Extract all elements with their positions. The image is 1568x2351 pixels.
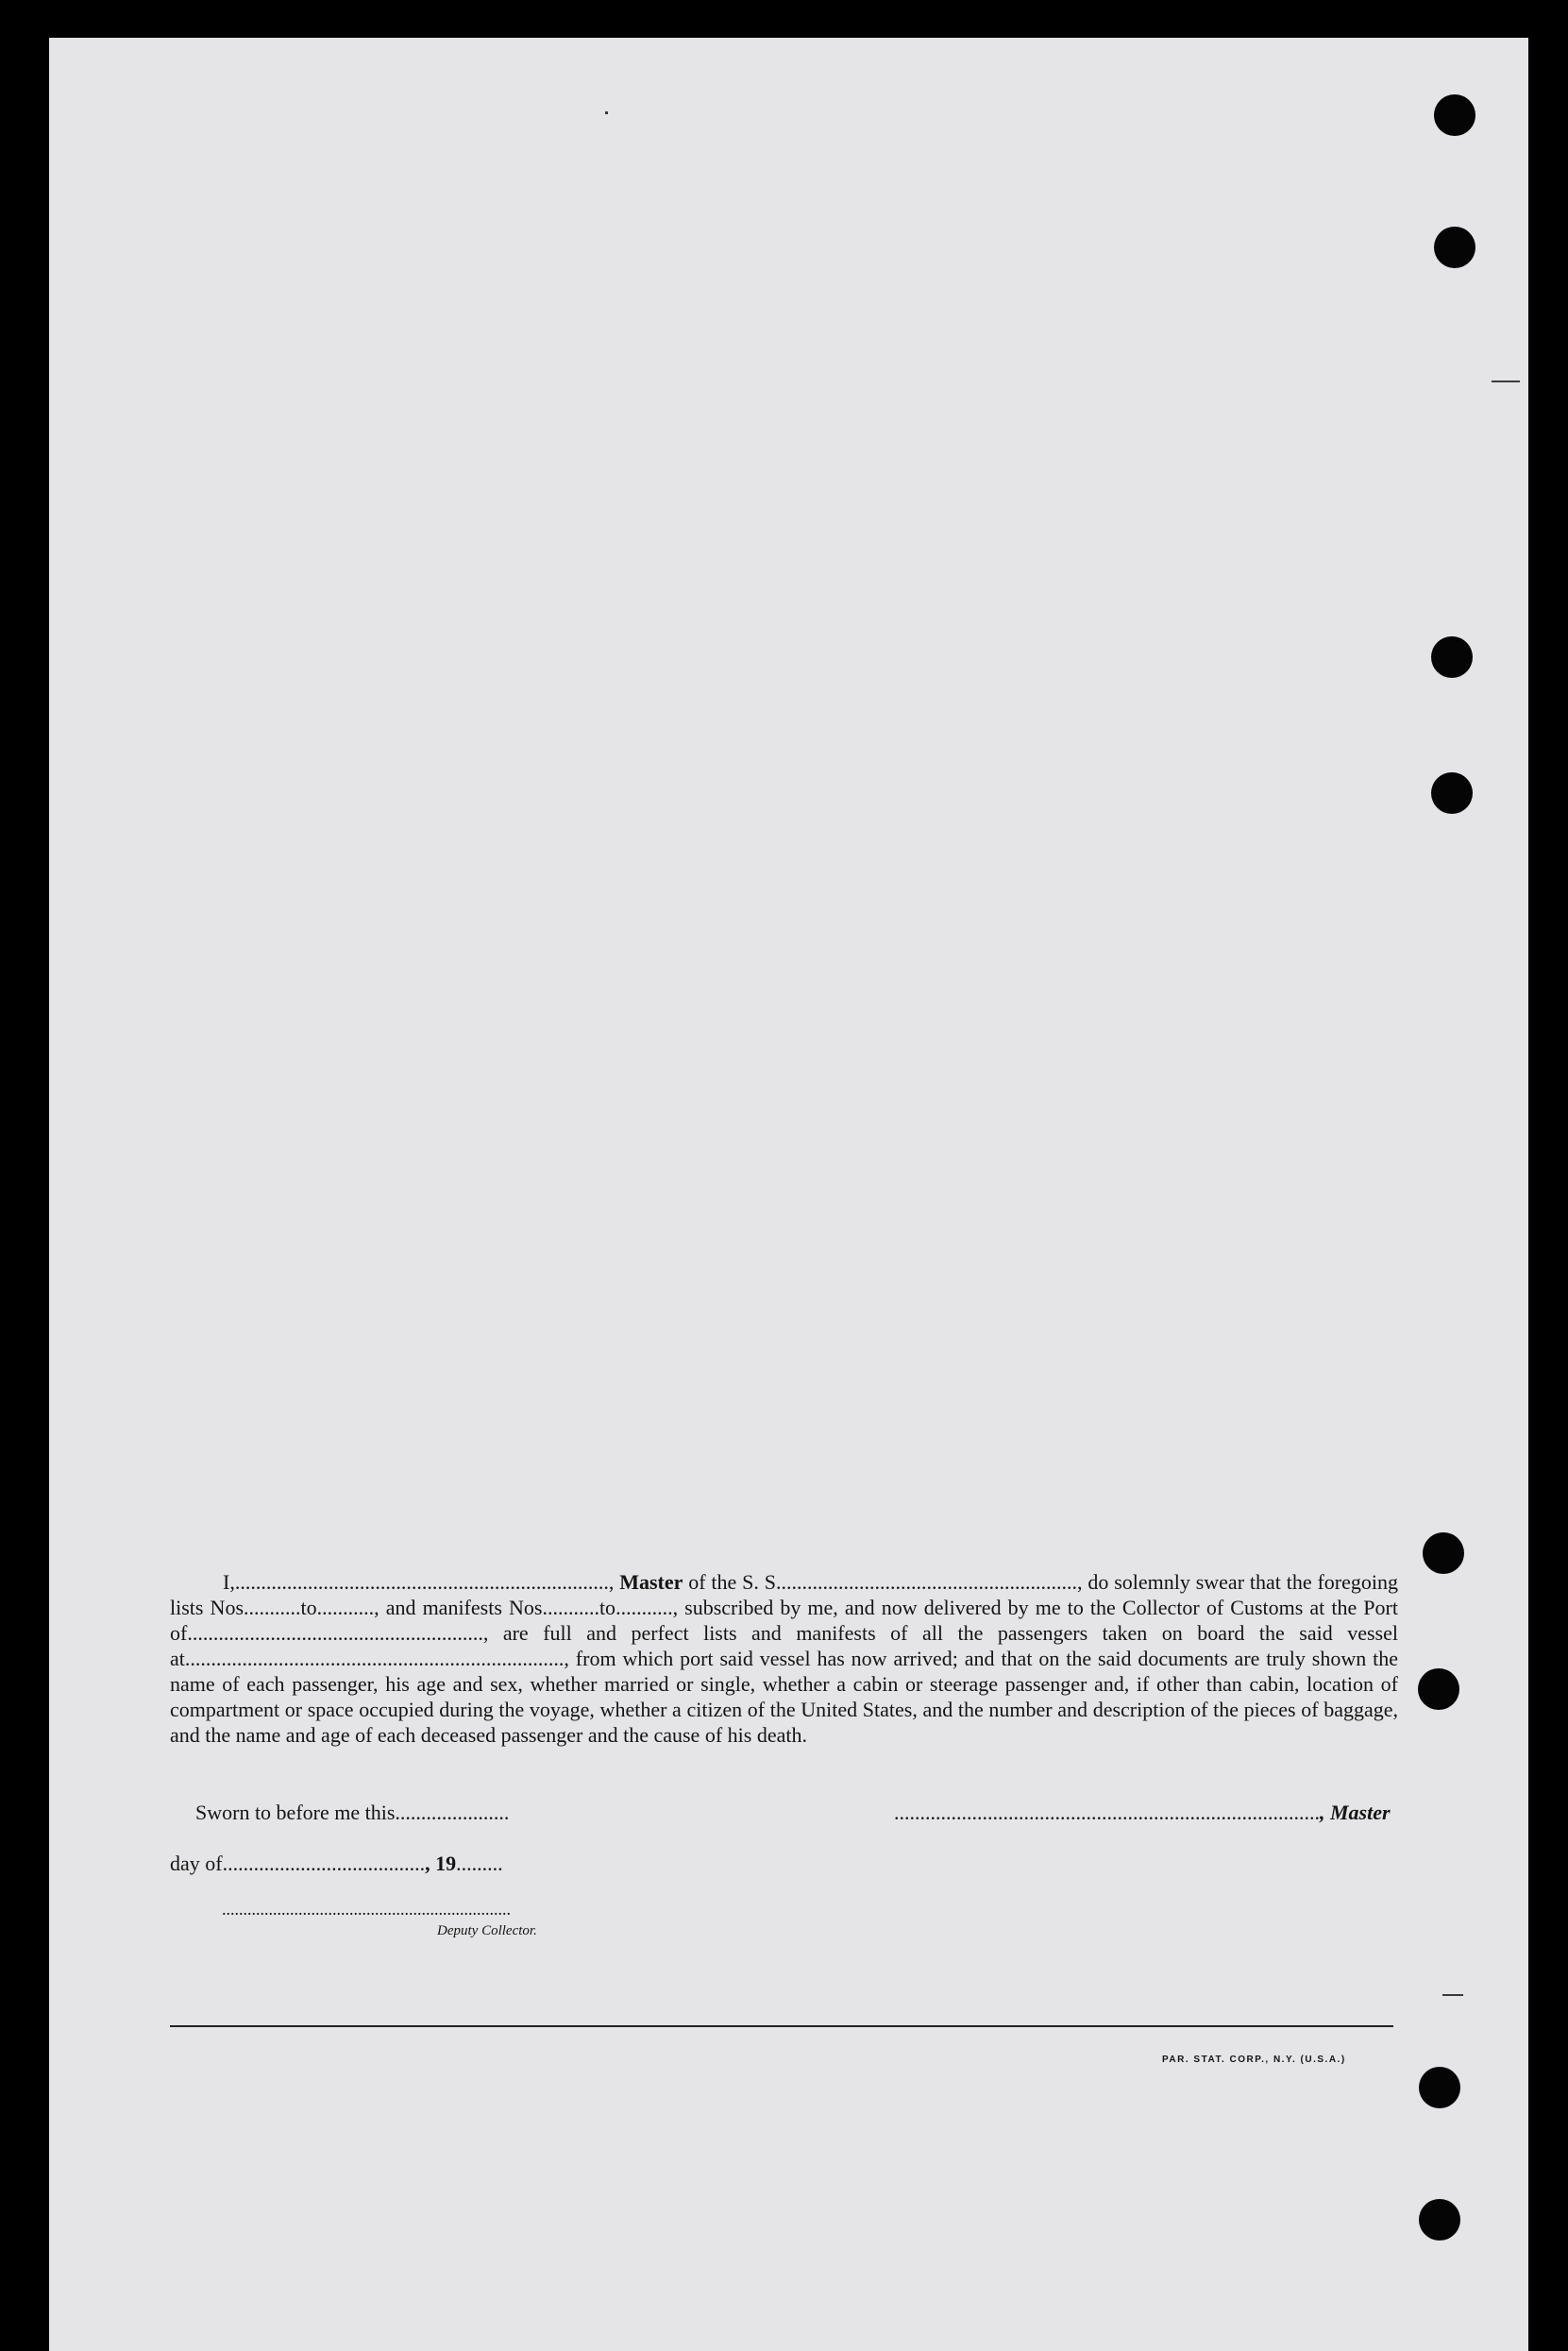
binder-hole [1423,1532,1464,1574]
sworn-label: Sworn to before me this [195,1801,396,1824]
oath-to-2: to [599,1596,616,1619]
master-signature-row [894,1800,1391,1825]
binder-hole [1418,1668,1459,1710]
oath-of-ss: of the S. S. [683,1570,782,1594]
blank-sworn-date: ...................... [395,1801,510,1824]
blank-ship-name: ......................................................... [781,1570,1077,1594]
blank-lists-from: ........... [244,1596,301,1619]
scan-mark [1442,1994,1463,1996]
document-page [49,38,1528,2351]
oath-manifests: , and manifests Nos [374,1596,543,1619]
year-label: , 19 [425,1852,457,1875]
binder-hole [1419,2067,1460,2108]
oath-to-1: to [300,1596,317,1619]
oath-full-lists: , are full and perfect lists and manifests of all the passengers taken on board the said vessel at [170,1621,1398,1670]
bottom-rule [170,2025,1393,2027]
master-signature-label: , Master [1320,1801,1391,1824]
printer-imprint: PAR. STAT. CORP., N.Y. (U.S.A.) [1162,2055,1346,2065]
blank-year: ......... [456,1852,503,1875]
binder-hole [1431,636,1473,678]
binder-hole [1419,2199,1460,2241]
blank-day: ....................................... [222,1852,426,1875]
oath-i: I, [223,1570,235,1594]
binder-hole [1431,772,1473,814]
blank-port: ......................................................... [187,1621,483,1645]
blank-lists-to: ........... [316,1596,375,1619]
deputy-signature-row [222,1900,511,1919]
master-label: Master [619,1570,683,1594]
blank-manifests-from: ........... [542,1596,599,1619]
blank-master-name: ........................................................................ [234,1570,609,1594]
oath-solemnly: , do solemnly swear that the foregoing lists Nos [170,1570,1398,1619]
day-row [170,1851,503,1876]
binder-hole [1434,227,1475,268]
blank-manifests-to: ........... [615,1596,673,1619]
oath-paragraph: I,........................................................................, Master of the S. S.........................................................., do solemnly swear that the foregoing lists Nos...........to..........., and manifests Nos...........to..........., subscribed by me, and now delivered by me to the Collector of Customs at the Port of........................................................., are full and perfect lists and manifests of all the passengers taken on board the said vessel at........................................................................., from which port said vessel has now arrived; and that on the said documents are truly shown the name of each passenger, his age and sex, whether married or single, whether a cabin or steerage passenger and, if other than cabin, location of compartment or space occupied during the voyage, whether a citizen of the United States, and the number and description of the pieces of baggage, and the name and age of each deceased passenger and the cause of his death. [170,1570,1398,1747]
scan-mark [1492,381,1520,382]
blank-deputy-signature: .................................................................... [222,1900,511,1919]
blank-origin-port: ......................................................................... [184,1647,565,1670]
oath-remainder: , from which port said vessel has now arrived; and that on the said documents are truly shown the name of each passenger, his age and sex, whether married or single, whether a cabin or steerage passenger and, if other than cabin, location of compartment or space occupied during the voyage, whether a citizen of the United States, and the number and description of the pieces of baggage, and the name and age of each deceased passenger and the cause of his death. [170,1647,1398,1747]
sworn-row [195,1800,509,1825]
blank-master-signature: .................................................................................. [894,1801,1320,1824]
scan-mark [605,111,608,114]
deputy-collector-label: Deputy Collector. [437,1923,537,1938]
oath-subscribed: , subscribed by me, and now delivered by me to the Collector of Customs at the Port of [170,1596,1398,1645]
day-label: day of [170,1852,223,1875]
binder-hole [1434,94,1475,136]
